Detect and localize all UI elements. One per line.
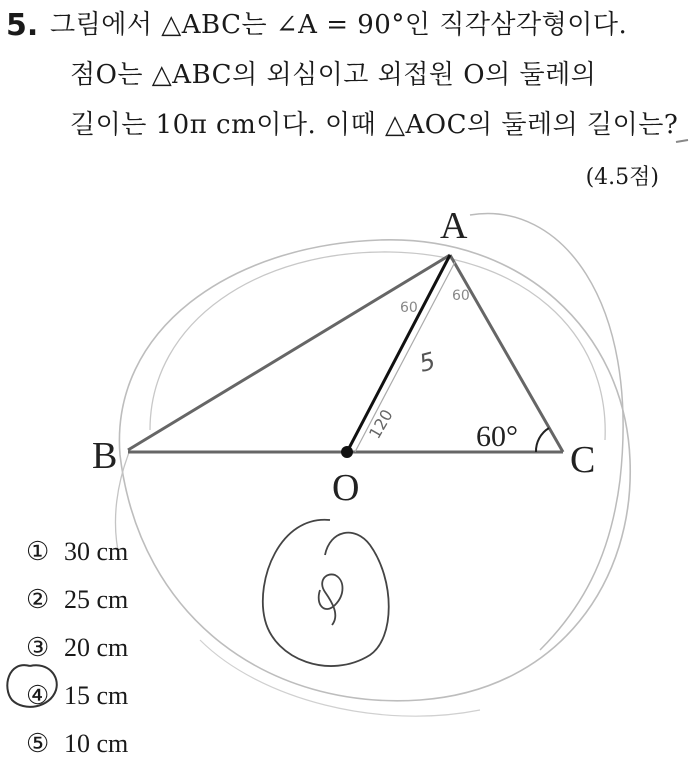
- handwritten-radius: 5: [416, 346, 439, 378]
- center-point-o: [341, 446, 353, 458]
- question-number: 5.: [6, 8, 39, 43]
- choice-2[interactable]: [26, 576, 128, 624]
- sketch-circumcircle: [119, 240, 630, 701]
- question-line-3: 길이는 10π cm이다. 이때 △AOC의 둘레의 길이는?: [70, 110, 679, 140]
- vertex-label-o: O: [332, 467, 360, 509]
- angle-label-c: 60°: [476, 420, 518, 453]
- choice-2-mark: ②: [26, 585, 50, 614]
- handwritten-scribble: [319, 574, 343, 625]
- points-label: (4.5점): [585, 165, 659, 190]
- choice-1-text: 30 cm: [64, 537, 129, 566]
- side-ab: [128, 255, 450, 450]
- question-line-2: 점O는 △ABC의 외심이고 외접원 O의 둘레의: [70, 60, 597, 90]
- choice-5[interactable]: [26, 720, 128, 768]
- choice-3-text: 20 cm: [64, 633, 129, 662]
- handwritten-angle-aob: 120: [365, 406, 397, 442]
- vertex-label-a: A: [440, 205, 468, 247]
- angle-arc-c: [536, 428, 549, 452]
- choice-4-text: 15 cm: [64, 681, 129, 710]
- question-line-1: 그림에서 △ABC는 ∠A = 90°인 직각삼각형이다.: [50, 10, 628, 40]
- handwritten-angle-aoc: 60: [400, 300, 418, 316]
- pencil-tick: [676, 140, 688, 142]
- sketch-arc-bottom: [200, 640, 480, 716]
- answer-choices: [26, 528, 128, 768]
- choice-1[interactable]: [26, 528, 128, 576]
- choice-4[interactable]: [26, 672, 128, 720]
- choice-5-mark: ⑤: [26, 729, 50, 758]
- choice-4-mark: ④: [26, 681, 50, 710]
- choice-3-mark: ③: [26, 633, 50, 662]
- choice-5-text: 10 cm: [64, 729, 129, 758]
- handwritten-angle-oac: 60: [452, 288, 470, 304]
- vertex-label-b: B: [92, 435, 118, 477]
- choice-2-text: 25 cm: [64, 585, 129, 614]
- vertex-label-c: C: [570, 439, 596, 481]
- choice-1-mark: ①: [26, 537, 50, 566]
- choice-3[interactable]: [26, 624, 128, 672]
